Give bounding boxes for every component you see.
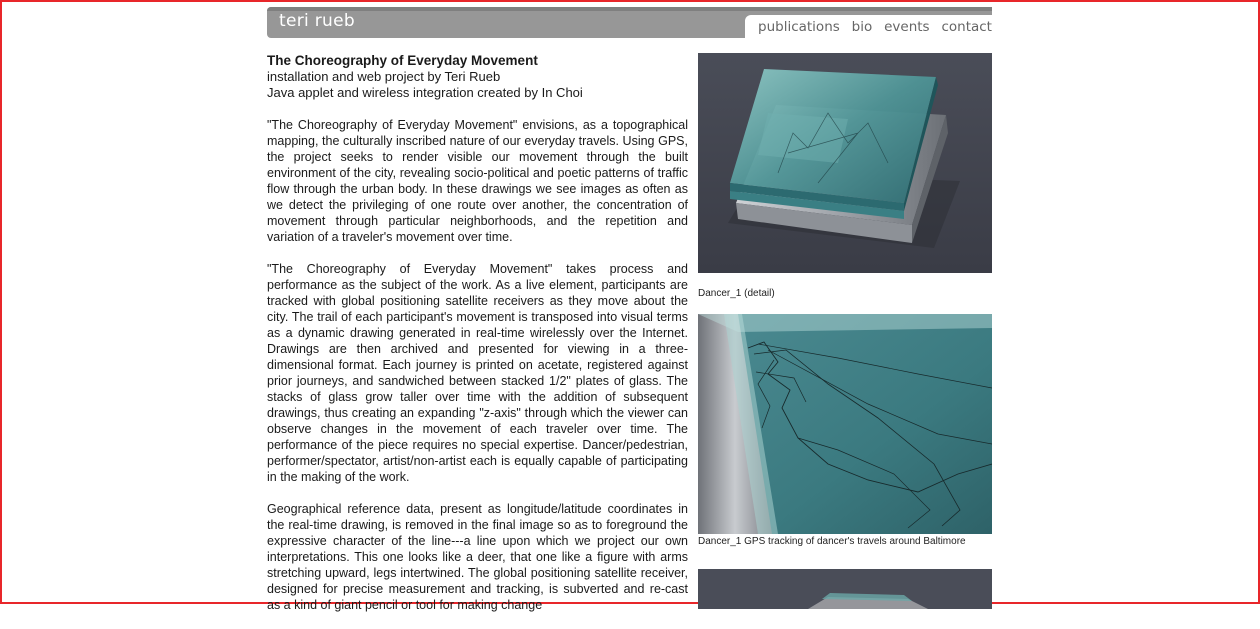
credit-artist: installation and web project by Teri Rueb xyxy=(267,69,501,84)
article-paragraph: "The Choreography of Everyday Movement" envisions, as a topographical mapping, the culturally inscribed nature of our everyday travels. Using GPS, the project seeks to render visible our movement through the built environment of the city, revealing socio-political and poetic patterns of traffic flow through the urban body. In these drawings we see images as often as we detect the privileging of one route over another, the concentration of movement through particular neighborhoods, and the repetition and variation of a traveler's movement over time. xyxy=(267,118,688,244)
photo-caption: Dancer_1 (detail) xyxy=(698,288,775,299)
article-body xyxy=(267,53,688,629)
photo-gps-tracking[interactable] xyxy=(698,314,992,534)
photo-caption: Dancer_1 GPS tracking of dancer's travels around Baltimore xyxy=(698,536,966,547)
nav-bio[interactable]: bio xyxy=(851,18,873,35)
nav-events[interactable]: events xyxy=(884,18,930,35)
article-paragraph: "The Choreography of Everyday Movement" takes process and performance as the subject of the work. As a live element, participants are tracked with global positioning satellite receivers as they move about the city. The trail of each participant's movement is transposed into visual terms as a dynamic drawing generated in real-time wirelessly over the Internet. Drawings are then archived and presented for viewing in a three-dimensional format. Each journey is printed on acetate, registered against prior journeys, and sandwiched between stacked 1/2" plates of glass. The stacks of glass grow taller over time with the addition of subsequent drawings, thus creating an expanding "z-axis" through which the viewer can observe changes in the movement of each traveler over time. The performance of the piece requires no special expertise. Dancer/pedestrian, performer/spectator, artist/non-artist each is equally capable of participating in the making of the work. xyxy=(267,262,688,484)
site-header xyxy=(267,7,992,38)
site-title[interactable]: teri rueb xyxy=(279,11,355,31)
main-nav xyxy=(745,15,992,38)
photo-glass-stack[interactable] xyxy=(698,53,992,273)
article-title: The Choreography of Everyday Movement xyxy=(267,53,538,68)
article-paragraph: Geographical reference data, present as longitude/latitude coordinates in the real-time drawing, is removed in the final image so as to foreground the expressive character of the line---a line upon which we project our own interpretations. This one looks like a deer, that one like a figure with arms stretching upward, legs intertwined. The global positioning satellite receiver, designed for precise measurement and tracking, is subverted and re-cast as a kind of giant pencil or tool for making change xyxy=(267,502,688,612)
credit-programmer: Java applet and wireless integration created by In Choi xyxy=(267,85,583,100)
nav-publications[interactable]: publications xyxy=(758,18,840,35)
photo-glass-stack-partial[interactable] xyxy=(698,569,992,609)
nav-contact[interactable]: contact xyxy=(941,18,992,35)
photo-column xyxy=(698,53,992,609)
article-intro xyxy=(267,53,688,101)
